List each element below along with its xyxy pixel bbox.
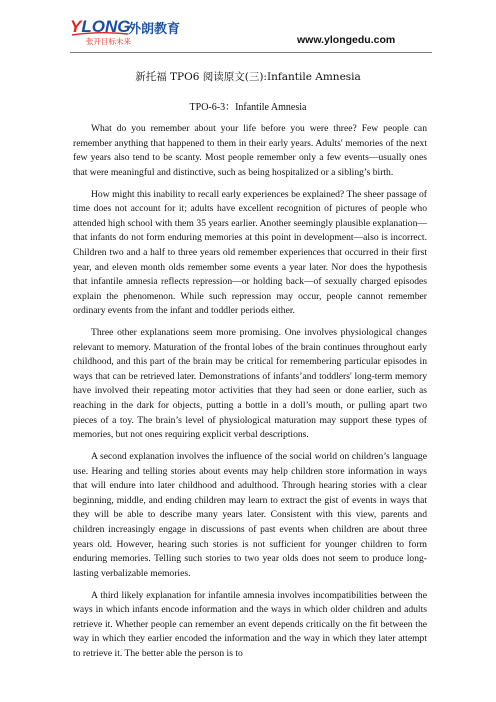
ylong-logo <box>70 17 188 47</box>
paragraph: What do you remember about your life before you were three? Few people can remember anything that happened to them in their early years. Adults' memories of the next few years also tend to be scanty. Most people remember only a few events—usually ones that were meaningful and distinctive, such as being hospitalized or a sibling’s birth. <box>73 123 427 178</box>
article-body <box>73 122 427 669</box>
paragraph: A second explanation involves the influence of the social world on children’s language use. Hearing and telling stories about events may help children store information in ways that will endure into later childhood and adulthood. Through hearing stories with a clear beginning, middle, and ending children may learn to extract the gist of events in ways that they will be able to describe many years later. Consistent with this view, parents and children increasingly engage in discussions of past events when children are about three years old. However, hearing such stories is not sufficient for younger children to form enduring memories. Telling such stories to two year olds does not seem to produce long-lasting verbalizable memories. <box>73 451 427 579</box>
paragraph: How might this inability to recall early experiences be explained? The sheer passage of time does not account for it; adults have excellent recognition of pictures of people who attended high school with them 35 years earlier. Another seemingly plausible explanation—that infants do not form enduring memories at this point in development—also is incorrect. Children two and a half to three years old remember experiences that occurred in their first year, and eleven month olds remember some events a year later. Nor does the hypothesis that infantile amnesia reflects repression—or holding back—of sexually charged episodes explain the phenomenon. While such repression may occur, people cannot remember ordinary events from the infant and toddler periods either. <box>73 188 427 317</box>
site-url: www.ylongedu.com <box>297 34 396 46</box>
document-title: 新托福 TPO6 阅读原文(三):Infantile Amnesia <box>135 71 361 83</box>
logo-slogan: 张开目标未来 <box>86 37 131 46</box>
logo-wordmark: YLONG <box>70 17 131 36</box>
header-divider <box>70 52 432 53</box>
page-header <box>0 0 496 58</box>
document-subtitle: TPO-6-3：Infantile Amnesia <box>189 102 307 113</box>
paragraph: A third likely explanation for infantile amnesia involves incompatibilities between the ways in which infants encode information and the ways in which older children and adults retrieve it. Whether people can remember an event depends critically on the fit between the way in which they earlier encoded the information and the way in which they later attempt to retrieve it. The better able the person is to <box>73 589 427 659</box>
paragraph: Three other explanations seem more promising. One involves physiological changes relevant to memory. Maturation of the frontal lobes of the brain continues throughout early childhood, and this part of the brain may be critical for remembering particular episodes in ways that can be retrieved later. Demonstrations of infants’and toddlers' long-term memory have involved their repeating motor activities that they had seen or done earlier, such as reaching in the dark for objects, putting a bottle in a doll’s mouth, or pulling apart two pieces of a toy. The brain’s level of physiological maturation may support these types of memories, but not ones requiring explicit verbal descriptions. <box>73 327 427 441</box>
logo-chinese-name: 外朗教育 <box>128 22 181 37</box>
